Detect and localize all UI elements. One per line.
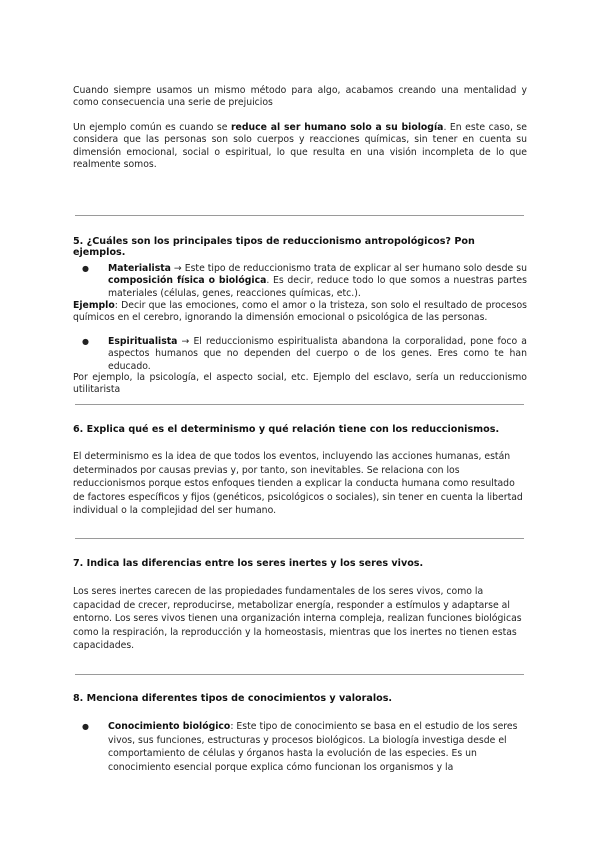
bullet-icon: ● (82, 264, 89, 273)
bold-run: Ejemplo (73, 300, 115, 311)
text-run: Un ejemplo común es cuando se (73, 122, 231, 133)
text-run: : Decir que las emociones, como el amor o la tristeza, son solo el resultado de procesos químicos en el cerebro, ignorando la dimensión emocional o psicológica de las personas. (73, 300, 527, 324)
text-run: . En este caso, se considera que las personas son solo cuerpos y reacciones químicas, sin tener en cuenta su dimensión emocional, social o espiritual, lo que resulta en una visión incompleta de lo que realmente somos. (73, 122, 527, 171)
text-run: : Este tipo de conocimiento se basa en el estudio de los seres vivos, sus funciones, estructuras y procesos biológicos. La biología investiga desde el comportamiento de células y órganos hasta la evolución de las especies. Es un conocimiento esencial porque explica cómo funcionan los organismos y la (108, 721, 518, 773)
question-5-heading: 5. ¿Cuáles son los principales tipos de reduccionismo antropológicos? Pon ejemplos. (73, 236, 475, 258)
paragraph-mentalidad: Cuando siempre usamos un mismo método para algo, acabamos creando una mentalidad y como consecuencia una serie de prejuicios (73, 85, 527, 109)
bullet-icon: ● (82, 722, 89, 731)
bold-run: composición física o biológica (108, 275, 267, 287)
section-divider (75, 674, 524, 675)
paragraph-ejemplo-1 (73, 300, 527, 325)
section-divider (75, 215, 524, 216)
question-7-heading: 7. Indica las diferencias entre los seres inertes y los seres vivos. (73, 558, 424, 569)
answer-6-text: El determinismo es la idea de que todos los eventos, incluyendo las acciones humanas, están determinados por causas previas y, por tanto, son inevitables. Se relaciona con los reduccionismos porque estos enfoques tienden a explicar la conducta humana como resultado de factores específicos y fijos (genéticos, psicológicos o sociales), sin tener en cuenta la libertad individual o la complejidad del ser humano. (73, 451, 523, 517)
text-run: → Este tipo de reduccionismo trata de explicar al ser humano solo desde su (170, 263, 527, 274)
section-divider (75, 404, 524, 405)
list-item-materialista (82, 263, 527, 300)
question-8-heading: 8. Menciona diferentes tipos de conocimientos y valoralos. (73, 693, 393, 704)
paragraph-ejemplo-2: Por ejemplo, la psicología, el aspecto social, etc. Ejemplo del esclavo, sería un reduccionismo utilitarista (73, 372, 527, 396)
bold-run: Espiritualista (108, 336, 178, 347)
paragraph-ejemplo-biologia (73, 122, 527, 172)
bold-run: Conocimiento biológico (108, 721, 231, 732)
bold-run: reduce al ser humano solo a su biología (230, 122, 444, 133)
list-item-conocimiento-biologico (82, 720, 527, 774)
answer-7-text: Los seres inertes carecen de las propiedades fundamentales de los seres vivos, como la capacidad de crecer, reproducirse, metabolizar energía, responder a estímulos y adaptarse al entorno. Los seres vivos tienen una organización interna compleja, realizan funciones biológicas como la respiración, la reproducción y la homeostasis, mientras que los inertes no tienen estas capacidades. (73, 586, 522, 652)
bold-run: Materialista (108, 263, 171, 274)
question-6-heading: 6. Explica qué es el determinismo y qué relación tiene con los reduccionismos. (73, 424, 500, 435)
list-item-espiritualista (82, 336, 527, 373)
section-divider (75, 538, 524, 539)
bullet-icon: ● (82, 337, 89, 346)
text-run: → El reduccionismo espiritualista abandona la corporalidad, pone foco a aspectos humanos que no dependen del cuerpo o de los genes. Eres como te han educado. (108, 336, 527, 372)
text-run: . Es decir, reduce todo lo que somos a nuestras partes materiales (células, genes, reacciones químicas, etc.). (108, 275, 527, 299)
